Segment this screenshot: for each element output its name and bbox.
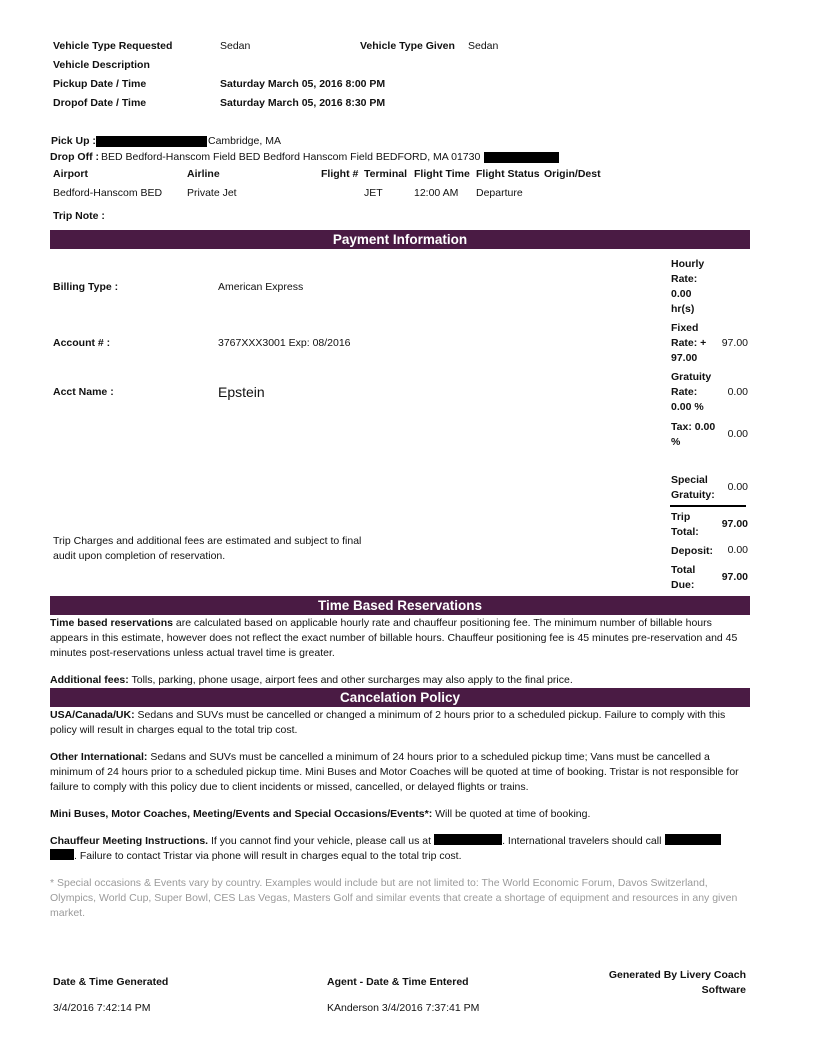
redaction-box [484,152,559,163]
flight-header-airline: Airline [187,168,220,180]
pickup-value: Cambridge, MA [208,135,281,147]
flight-cell-airport: Bedford-Hanscom BED [53,187,163,199]
vehicle-description-label: Vehicle Description [53,59,150,71]
dropoff-value: BED Bedford-Hanscom Field BED Bedford Hanscom Field BEDFORD, MA 01730 [101,151,481,163]
date-generated-value: 3/4/2016 7:42:14 PM [53,1002,151,1014]
special-events-footnote: * Special occasions & Events vary by country. Examples would include but are not limited to: The World Economic Forum, Davos Switzerland, Olympics, World Cup, Super Bowl, CES Las Vegas, Masters Golf and similar events that create a shortage of equipment and resources in any given market. [50,877,738,919]
hourly-rate-label: Hourly Rate: 0.00 hr(s) [671,258,705,315]
vehicle-type-given-value: Sedan [468,40,499,52]
agent-entered-label: Agent - Date & Time Entered [327,976,469,988]
time-based-section-header: Time Based Reservations [50,596,750,615]
chauffeur-meeting-text-c: . Failure to contact Tristar via phone will result in charges equal to the total trip cost. [74,850,462,862]
cancel-international-paragraph [50,750,752,795]
time-based-lead: Time based reservations [50,617,173,629]
total-due-label: Total Due: [671,564,696,591]
time-based-paragraph [50,616,752,661]
chauffeur-meeting-lead: Chauffeur Meeting Instructions. [50,835,209,847]
cancel-usa-paragraph [50,708,752,738]
acct-name-value: Epstein [218,384,265,400]
payment-section-header: Payment Information [50,230,750,249]
trip-note-label: Trip Note : [53,210,105,222]
software-credit: Generated By Livery Coach Software [608,969,746,996]
flight-header-status: Flight Status [476,168,540,180]
trip-total-value: 97.00 [721,518,748,530]
special-gratuity-label: Special Gratuity: [671,474,715,501]
fixed-rate-label: Fixed Rate: + 97.00 [671,322,707,364]
cancel-usa-lead: USA/Canada/UK: [50,709,135,721]
trip-total-label: Trip Total: [671,511,699,538]
special-gratuity-value: 0.00 [727,481,748,493]
dropoff-datetime-value: Saturday March 05, 2016 8:30 PM [220,97,386,109]
deposit-label: Deposit: [671,545,713,557]
account-number-label: Account # : [53,337,111,349]
flight-header-airport: Airport [53,168,88,180]
cancel-minibus-text: Will be quoted at time of booking. [432,808,591,820]
total-due-value: 97.00 [721,571,748,583]
gratuity-rate-value: 0.00 [727,386,748,398]
trip-charges-disclaimer: Trip Charges and additional fees are estimated and subject to final audit upon completion of reservation. [53,535,362,562]
flight-cell-terminal: JET [364,187,383,199]
cancel-minibus-paragraph [50,807,752,822]
flight-header-time: Flight Time [414,168,470,180]
fixed-rate-value: 97.00 [721,337,748,349]
deposit-value: 0.00 [727,544,748,556]
flight-header-terminal: Terminal [364,168,407,180]
cancel-international-text: Sedans and SUVs must be cancelled a minimum of 24 hours prior to a scheduled pickup time; Vans must be cancelled a minimum of 24 hours prior to a scheduled pickup time. Mini Buses and Motor Coaches will be quoted at time of booking. Tristar is not responsible for failure to comply with this policy due to client incidents or missed, cancelled, or delayed flights or trains. [50,751,739,793]
tax-value: 0.00 [727,428,748,440]
pickup-label: Pick Up : [51,135,96,147]
totals-divider [670,505,746,507]
vehicle-type-requested-label: Vehicle Type Requested [53,40,173,52]
cancel-usa-text: Sedans and SUVs must be cancelled or changed a minimum of 2 hours prior to a scheduled pickup. Failure to comply with this policy will result in charges equal to the total trip cost. [50,709,726,736]
cancel-international-lead: Other International: [50,751,148,763]
redaction-box [665,834,721,845]
cancel-minibus-lead: Mini Buses, Motor Coaches, Meeting/Events and Special Occasions/Events*: [50,808,433,820]
vehicle-type-given-label: Vehicle Type Given [360,40,455,52]
chauffeur-meeting-text-b: . International travelers should call [502,835,662,847]
cancelation-section-header: Cancelation Policy [50,688,750,707]
billing-type-label: Billing Type : [53,281,119,293]
flight-header-number: Flight # [321,168,359,180]
redaction-box [50,849,74,860]
additional-fees-paragraph [50,673,752,688]
billing-type-value: American Express [218,281,304,293]
additional-fees-text: Tolls, parking, phone usage, airport fees and other surcharges may also apply to the final price. [128,674,573,686]
acct-name-label: Acct Name : [53,386,114,398]
pickup-datetime-label: Pickup Date / Time [53,78,147,90]
redaction-box [96,136,207,147]
redaction-box [434,834,502,845]
flight-cell-airline: Private Jet [187,187,237,199]
tax-label: Tax: 0.00 % [671,421,716,448]
date-generated-label: Date & Time Generated [53,976,169,988]
account-number-value: 3767XXX3001 Exp: 08/2016 [218,337,351,349]
pickup-datetime-value: Saturday March 05, 2016 8:00 PM [220,78,386,90]
additional-fees-lead: Additional fees: [50,674,129,686]
gratuity-rate-label: Gratuity Rate: 0.00 % [671,371,712,413]
flight-cell-status: Departure [476,187,523,199]
chauffeur-meeting-paragraph [50,834,752,864]
chauffeur-meeting-text-a: If you cannot find your vehicle, please call us at [208,835,432,847]
dropoff-datetime-label: Dropof Date / Time [53,97,147,109]
flight-header-origin-dest: Origin/Dest [544,168,601,180]
agent-entered-value: KAnderson 3/4/2016 7:37:41 PM [327,1002,480,1014]
time-based-text: are calculated based on applicable hourly rate and chauffeur positioning fee. The minimum number of billable hours appears in this estimate, however does not reflect the exact number of billable hours. Chauffeur positioning fee is 45 minutes pre-reservation and 45 minutes post-reservations unless actual travel time is greater. [50,617,738,659]
flight-cell-time: 12:00 AM [414,187,459,199]
vehicle-type-requested-value: Sedan [220,40,251,52]
dropoff-label: Drop Off : [50,151,99,163]
